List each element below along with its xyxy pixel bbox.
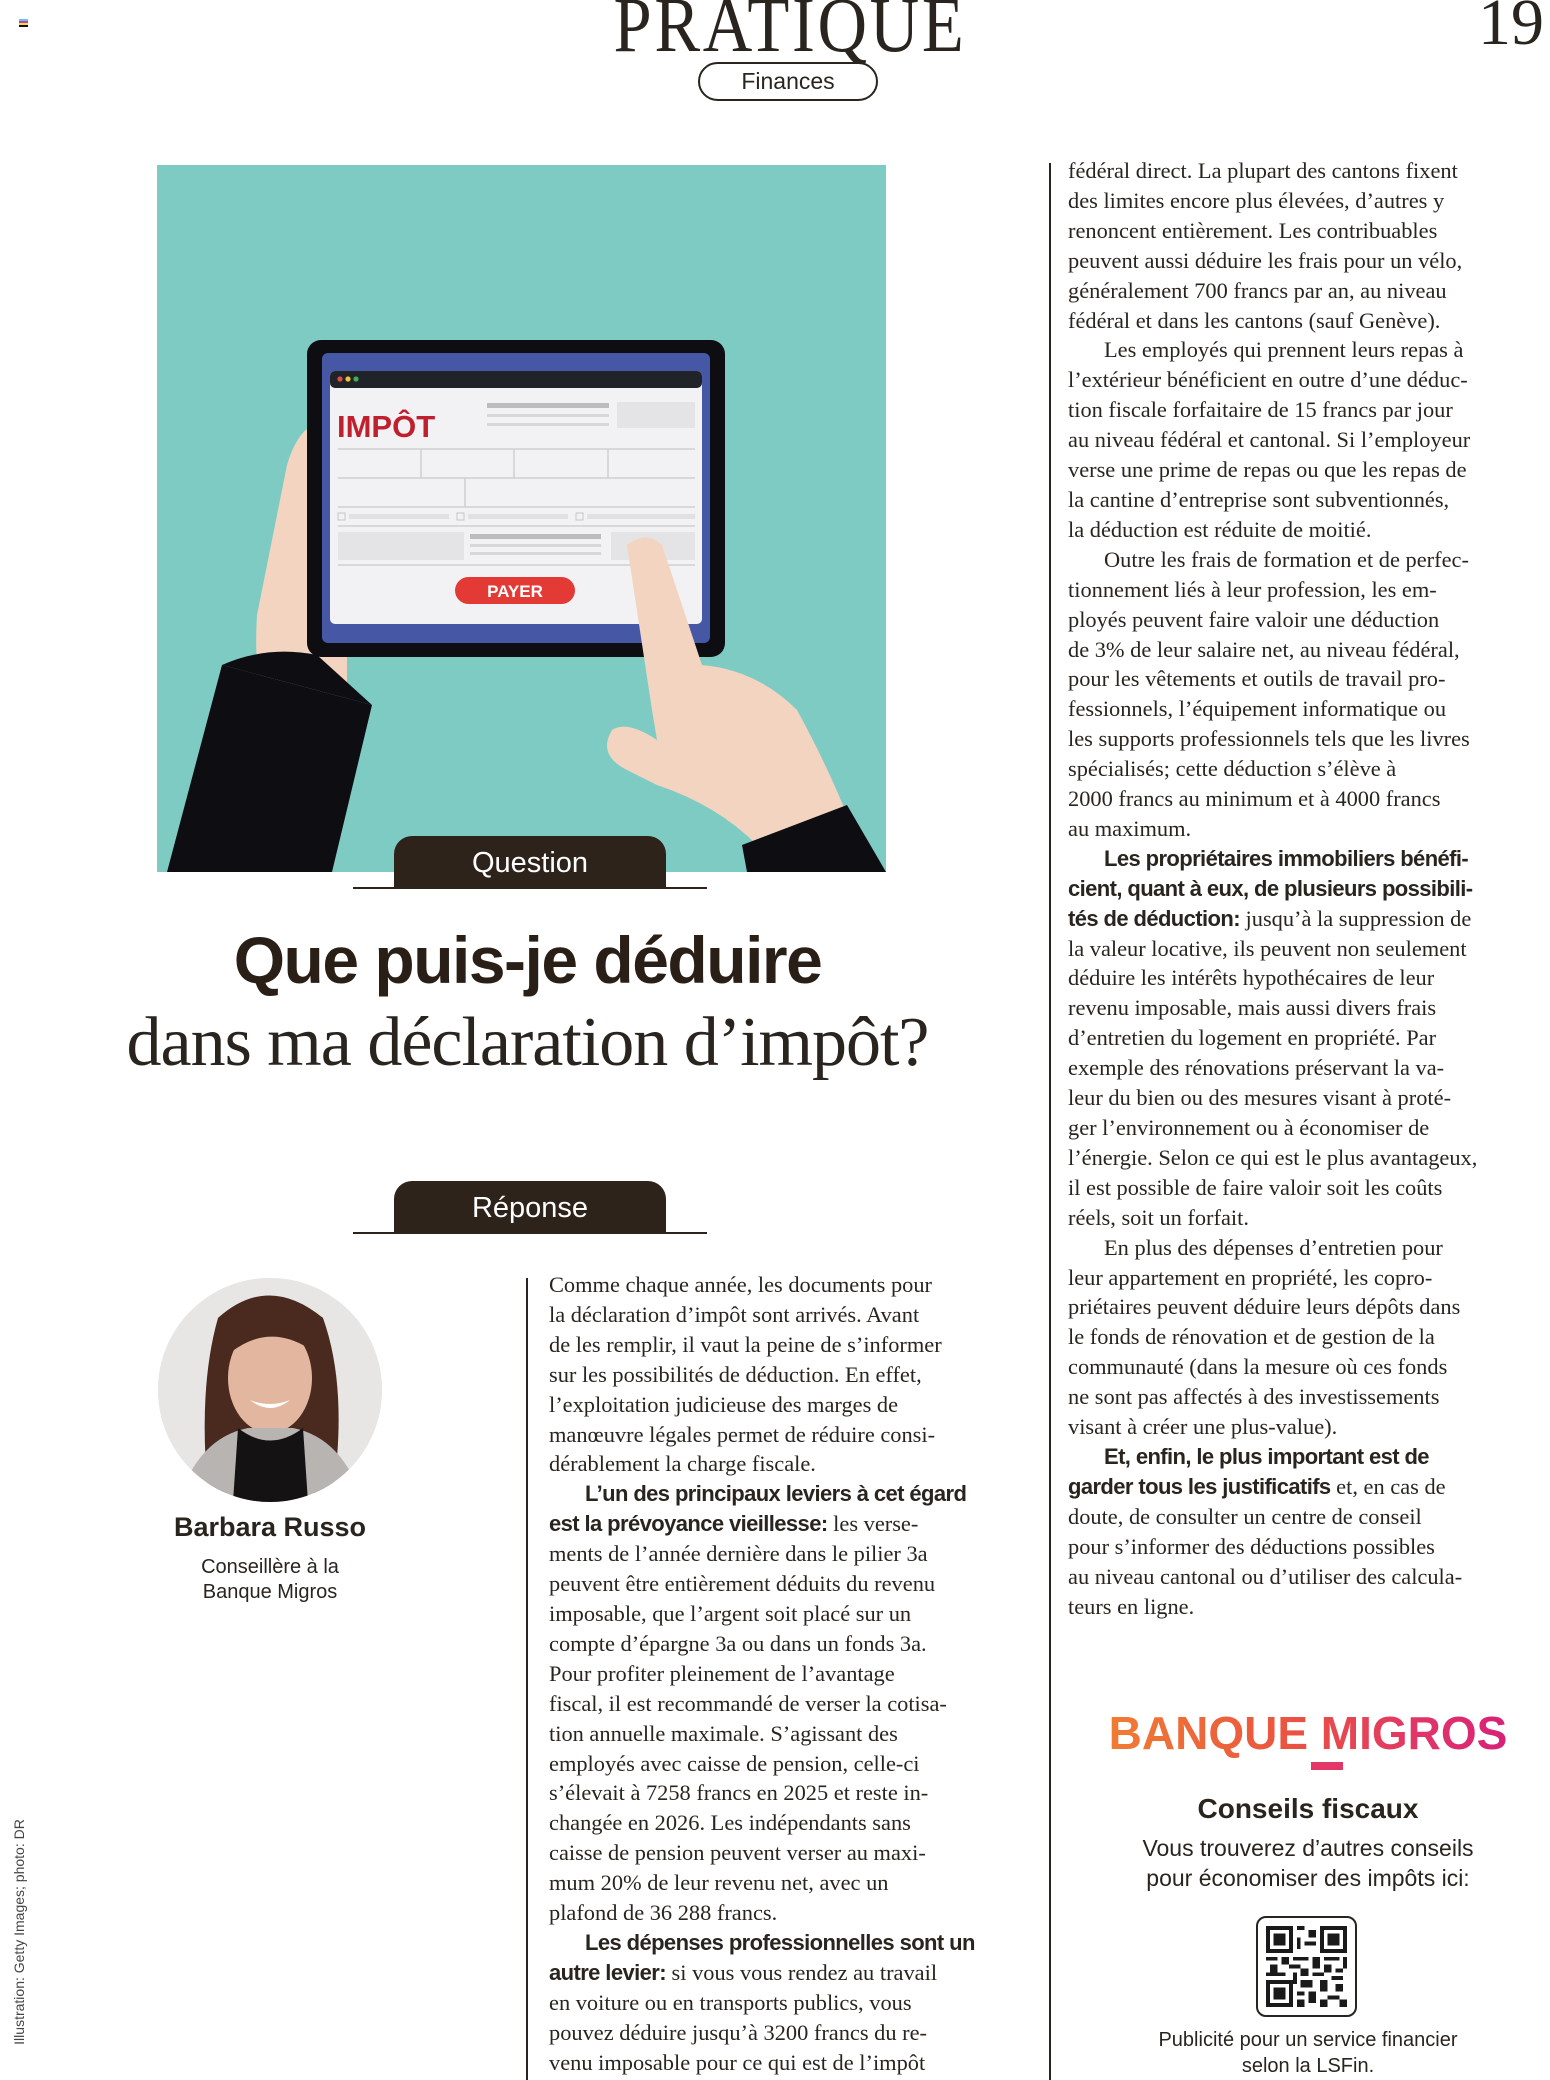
- right-hand: [607, 538, 847, 846]
- ad-footer-line1: Publicité pour un service financier: [1158, 2029, 1458, 2051]
- paragraph-receipts: Et, enfin, le plus important est de garder tous les justificatifs et, en cas de doute, de consulter un centre de conseil pour s’informer des déductions possibles au niveau cantonal ou d’utiliser des calcula- teurs en ligne.: [1068, 1443, 1463, 1619]
- paragraph-intro: Comme chaque année, les documents pour la déclaration d’impôt sont arrivés. Avant de les remplir, il vaut la peine de s’informer sur les possibilités de déduction. En effet, l’exploitation judicieuse des marges de manœuvre légales permet de réduire consi- dérablement la charge fiscale.: [549, 1272, 942, 1477]
- image-credit: Illustration: Getty Images; photo: DR: [11, 1819, 27, 2045]
- paragraph-bike: fédéral direct. La plupart des cantons fixent des limites encore plus élevées, d’autres y renoncent entièrement. Les contribuables peuvent aussi déduire les frais pour un vélo, généralement 700 francs par an, au niveau fédéral et dans les cantons (sauf Genève).: [1068, 158, 1463, 333]
- ad-footer-line2: selon la LSFin.: [1241, 2055, 1375, 2077]
- page-number: 19: [1478, 0, 1544, 59]
- answer-tab: Réponse: [394, 1181, 666, 1232]
- ad-title: Conseils fiscaux: [1197, 1793, 1419, 1824]
- answer-tab-rule: [353, 1232, 707, 1234]
- tax-tablet-illustration: [157, 165, 886, 872]
- article-column-1: [549, 1270, 1039, 2077]
- paragraph-owners: Les propriétaires immobiliers bénéfi- cient, quant à eux, de plusieurs possibili- tés de déduction: jusqu’à la suppression de la valeur locative, ils peuvent non seulement déduire les intérêts hypothécaires de leur revenu imposable, mais aussi divers frais d’entretien du logement en propriété. Par exemple des rénovations préservant la va- leur du bien ou des mesures visant à proté- ger l’environnement ou à économiser de l’énergie. Selon ce qui est le plus avantageux, il est possible de faire valoir soit les coûts réels, soit un forfait.: [1068, 845, 1478, 1230]
- column-rule-right: [1049, 163, 1051, 2080]
- category-pill: Finances: [698, 62, 878, 101]
- author-role-line2: Banque Migros: [202, 1581, 338, 1603]
- headline-serif: dans ma déclaration d’impôt?: [126, 1004, 929, 1081]
- article-column-2: [1068, 156, 1550, 1621]
- paragraph-training: Outre les frais de formation et de perfec- tionnement liés à leur profession, les em- ployés peuvent faire valoir une déduction de 3% de leur salaire net, au niveau fédéral, pour les vêtements et outils de travail pro- fessionnels, l’équipement informatique ou les supports professionnels tels que les livres spécialisés; cette déduction s’élève à 2000 francs au minimum et à 4000 francs au maximum.: [1068, 546, 1470, 841]
- headline-bold: Que puis-je déduire: [233, 923, 822, 997]
- svg-text:IMPÔT: IMPÔT: [337, 409, 436, 444]
- paragraph-professional: Les dépenses professionnelles sont un autre levier: si vous vous rendez au travail en voiture ou en transports publics, vous pouvez déduire jusqu’à 3200 francs du re- venu imposable pour ce qui est de l’impôt: [549, 1929, 975, 2075]
- question-tab-rule: [353, 887, 707, 889]
- print-color-marks: [19, 19, 28, 27]
- column-rule-middle: [526, 1278, 528, 2080]
- author-role-line1: Conseillère à la: [201, 1556, 339, 1578]
- logo-underline-bar: [1311, 1762, 1343, 1770]
- banque-migros-logo[interactable]: BANQUE MIGROS: [1068, 1706, 1548, 1760]
- paragraph-meals: Les employés qui prennent leurs repas à l’extérieur bénéficient en outre d’une déduc- tion fiscale forfaitaire de 15 francs par jour au niveau fédéral et cantonal. Si l’employeur verse une prime de repas ou que les repas de la cantine d’entreprise sont subventionnés, la déduction est réduite de moitié.: [1068, 337, 1471, 542]
- qr-code-icon[interactable]: [1256, 1916, 1357, 2017]
- svg-text:PAYER: PAYER: [487, 582, 543, 601]
- ad-text-line2: pour économiser des impôts ici:: [1146, 1865, 1470, 1891]
- paragraph-co-owners: En plus des dépenses d’entretien pour leur appartement en propriété, les copro- priétaires peuvent déduire leurs dépôts dans le fonds de rénovation et de gestion de la communauté (dans la mesure où ces fonds ne sont pas affectés à des investissements visant à créer une plus-value).: [1068, 1234, 1461, 1440]
- question-tab: Question: [394, 836, 666, 887]
- ad-text-line1: Vous trouverez d’autres conseils: [1142, 1835, 1474, 1861]
- author-name: Barbara Russo: [173, 1512, 367, 1542]
- author-avatar: [158, 1278, 382, 1502]
- paragraph-pension: L’un des principaux leviers à cet égard est la prévoyance vieillesse: les verse- ments de l’année dernière dans le pilier 3a peuvent être entièrement déduits du revenu imposable, que l’argent soit placé sur un compte d’épargne 3a ou dans un fonds 3a. Pour profiter pleinement de l’avantage fiscal, il est recommandé de verser la cotisa- tion annuelle maximale. S’agissant des employés avec caisse de pension, celle-ci s’élevait à 7258 francs en 2025 et reste in- changée en 2026. Les indépendants sans caisse de pension peuvent verser au maxi- mum 20% de leur revenu net, avec un plafond de 36 288 francs.: [549, 1481, 967, 1926]
- section-title: PRATIQUE: [613, 0, 967, 68]
